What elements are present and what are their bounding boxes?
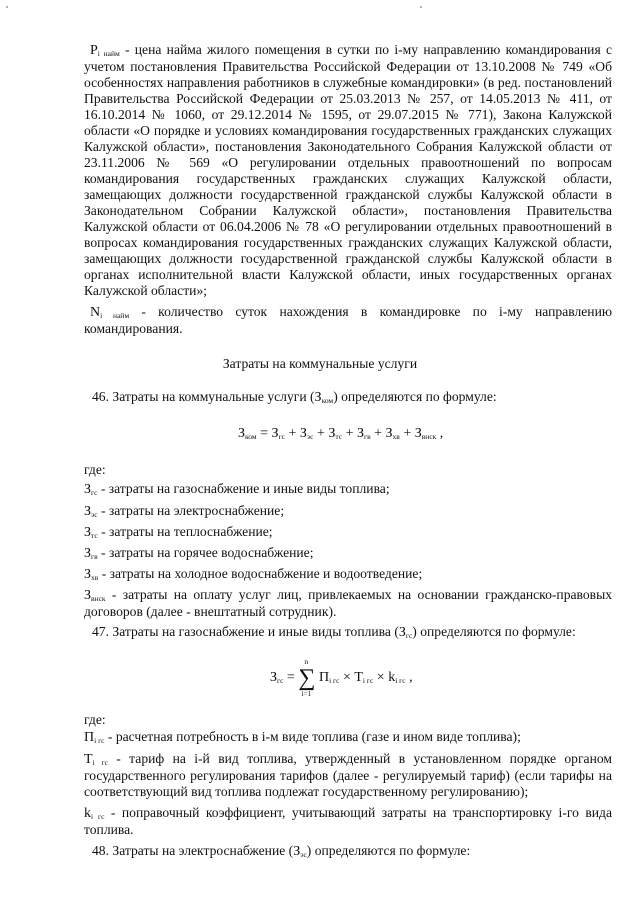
where-label: где:: [84, 462, 106, 477]
clause-48: 48. Затраты на электроснабжение $(З_{эс})$ определяются по формуле:: [92, 843, 471, 859]
formula-communal-costs: $З_{ком} = З_{гс} + З_{эс} + З_{тс} + З_{гв} + З_{хв} + З_{внск}$ ,: [238, 426, 444, 441]
symbol-n-naim: $N_{i найм}$: [90, 305, 130, 320]
sum-symbol: ∑ n i=1: [298, 657, 316, 698]
formula-gas-costs: $З_{гс}$ = ∑ n i=1 $П_{i гс} \times Т_{i гс} \times k_{i гс}$ ,: [270, 657, 413, 698]
param-n-text: - количество суток нахождения в командировке по i-му направлению командирования.: [84, 304, 612, 336]
clause-46: 46. Затраты на коммунальные услуги $(З_{ком})$ определяются по формуле:: [92, 389, 497, 405]
section-heading: Затраты на коммунальные услуги: [222, 356, 418, 371]
clause-47: 47. Затраты на газоснабжение и иные виды топлива $(З_{гс})$ определяются по формуле:: [92, 624, 576, 640]
def-z-es: $З_{эс}$ - затраты на электроснабжение;: [84, 503, 285, 519]
def-z-vnsk: $З_{внск}$ - затраты на оплату услуг лиц, привлекаемых на основании гражданско-правовых договоров (далее - внештатный сотрудник).: [84, 587, 612, 619]
param-n-definition: [84, 304, 612, 337]
param-p-definition: [84, 42, 612, 299]
def-z-ts: $З_{тс}$ - затраты на теплоснабжение;: [84, 524, 273, 540]
def-t-gs: $Т_{i гс}$ - тариф на i-й вид топлива, утвержденный в установленном порядке органом государственного регулирования тарифов (далее - регулируемый тариф) (если тарифы на соответствующий вид топлива подлежат государственному регулированию);: [84, 751, 612, 799]
scan-speck: [6, 6, 8, 8]
def-z-gv: $З_{гв}$ - затраты на горячее водоснабжение;: [84, 545, 314, 561]
param-p-text: - цена найма жилого помещения в сутки по i-му направлению командирования с учетом постановления Правительства Российской Федерации от 13.10.2008 № 749 «Об особенностях направления работников в служебные командировки» (в ред. постановлений Правительства Российской Федерации от 25.03.2013 № 257, от 14.05.2013 № 411, от 16.10.2014 № 1060, от 29.12.2014 № 1595, от 29.07.2015 № 771), Закона Калужской области «О порядке и условиях командирования государственных гражданских служащих Калужской области», постановления Законодательного Собрания Калужской области от 23.11.2006 № 569 «О регулировании отдельных правоотношений по вопросам командирования государственных гражданских служащих Калужской области, замещающих должности государственной гражданской службы Калужской области в Законодательном Собрании Калужской области», постановления Правительства Калужской области от 06.04.2006 № 78 «О регулировании отдельных правоотношений в вопросах командирования государственных гражданских служащих Калужской области, замещающих должности государственной гражданской службы Калужской области в органах исполнительной власти Калужской области, иных государственных органах Калужской области»;: [84, 42, 613, 298]
symbol-p-naim: $P_{i найм}$: [90, 43, 120, 58]
symbol-z-kom: $З_{ком}$: [314, 390, 334, 405]
def-p-gs: $П_{i гс}$ - расчетная потребность в i-м виде топлива (газе и ином виде топлива);: [84, 729, 521, 745]
def-z-gs: $З_{гс}$ - затраты на газоснабжение и иные виды топлива;: [84, 481, 390, 497]
symbol-z-gs: $З_{гс}$: [398, 625, 413, 640]
scan-speck: [420, 6, 422, 8]
def-k-gs: $k_{i гс}$ - поправочный коэффициент, учитывающий затраты на транспортировку i-го вида топлива.: [84, 805, 612, 837]
symbol-z-es: $З_{эс}$: [293, 844, 307, 859]
def-z-hv: $З_{хв}$ - затраты на холодное водоснабжение и водоотведение;: [84, 566, 423, 582]
where-label-2: где:: [84, 712, 106, 727]
